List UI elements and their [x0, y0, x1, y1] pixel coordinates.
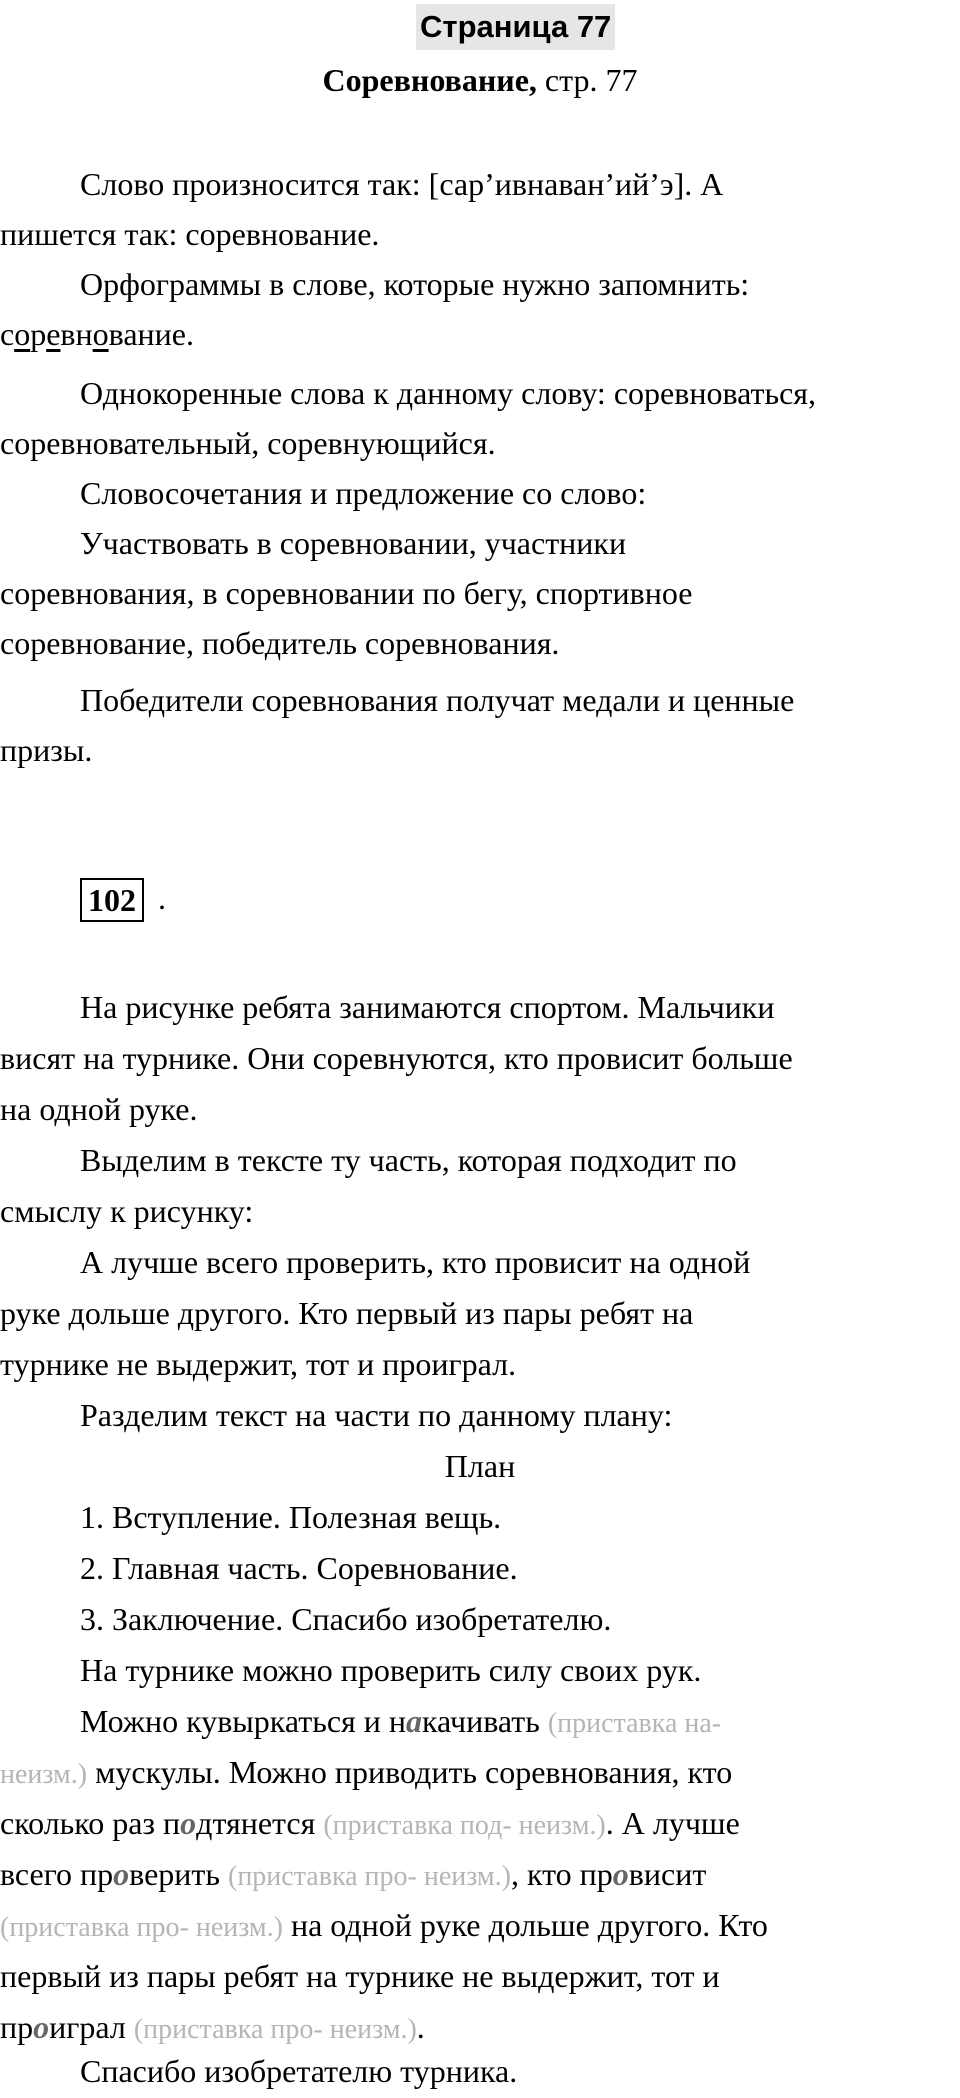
text-line: турнике не выдержит, тот и проиграл. [0, 1346, 517, 1382]
text-segment: пр [0, 2009, 34, 2045]
highlighted-vowel: о [612, 1856, 629, 1892]
text-segment: качивать [421, 1703, 548, 1739]
text-line: Участвовать в соревновании, участники [80, 525, 627, 561]
annotated-line [0, 1696, 960, 1749]
text-line: соревнование, победитель соревнования. [0, 625, 560, 661]
text-segment: Можно кувыркаться и н [80, 1703, 406, 1739]
spelling-word [0, 309, 960, 359]
spelling-underlined-letter: е [46, 316, 61, 352]
text-segment: сколько раз п [0, 1805, 181, 1841]
text-segment: играл [49, 2009, 134, 2045]
annotated-line [0, 1900, 960, 1953]
text-line: на одной руке. [0, 1091, 198, 1127]
text-line: висят на турнике. Они соревнуются, кто провисит больше [0, 1040, 793, 1076]
prefix-note: (приставка про- неизм.) [133, 2014, 417, 2045]
text-line: Орфограммы в слове, которые нужно запомнить: [80, 266, 750, 302]
text-line: Победители соревнования получат медали и ценные [80, 682, 795, 718]
text-line: руке дольше другого. Кто первый из пары ребят на [0, 1295, 694, 1331]
spelling-part: р [30, 316, 47, 352]
text-line: Слово произносится так: [сар’ивнаван’ий’э]. А [80, 166, 724, 202]
prefix-note: (приставка под- неизм.) [323, 1810, 606, 1841]
section-title [0, 56, 960, 104]
text-line: Разделим текст на части по данному плану: [80, 1397, 673, 1433]
spelling-part: с [0, 316, 15, 352]
plan-item: 2. Главная часть. Соревнование. [80, 1550, 518, 1586]
text-line: Словосочетания и предложение со слово: [80, 475, 647, 511]
prefix-note: неизм.) [0, 1759, 88, 1790]
prefix-note: (приставка на- [547, 1708, 722, 1739]
prefix-note: (приставка про- неизм.) [0, 1912, 283, 1943]
text-segment: мускулы. Можно приводить соревнования, кто [87, 1754, 733, 1790]
plan-item: 3. Заключение. Спасибо изобретателю. [80, 1601, 612, 1637]
highlighted-vowel: о [113, 1856, 130, 1892]
highlighted-vowel: о [33, 2009, 50, 2045]
spelling-underlined-letter: о [92, 316, 109, 352]
highlighted-vowel: а [405, 1703, 422, 1739]
text-line: А лучше всего проверить, кто провисит на одной [80, 1244, 751, 1280]
text-line: Выделим в тексте ту часть, которая подходит по [80, 1142, 737, 1178]
task-number-dot: . [158, 880, 166, 916]
text-segment: дтянется [196, 1805, 324, 1841]
text-line: соревновательный, соревнующийся. [0, 425, 496, 461]
task-number-box: 102 [80, 878, 144, 922]
spelling-part: вание. [108, 316, 194, 352]
text-segment: на одной руке дольше другого. Кто [282, 1907, 768, 1943]
text-segment: верить [129, 1856, 228, 1892]
text-line: соревнования, в соревновании по бегу, спортивное [0, 575, 693, 611]
text-line: смыслу к рисунку: [0, 1193, 254, 1229]
section-title-ref: стр. 77 [544, 62, 638, 98]
text-line: первый из пары ребят на турнике не выдержит, тот и [0, 1958, 720, 1994]
annotated-line [0, 1849, 960, 1902]
text-line: пишется так: соревнование. [0, 216, 380, 252]
annotated-line [0, 1798, 960, 1851]
page-number-label: Страница 77 [416, 4, 615, 50]
text-line: На рисунке ребята занимаются спортом. Мальчики [80, 989, 775, 1025]
text-line: Однокоренные слова к данному слову: соревноваться, [80, 375, 817, 411]
prefix-note: (приставка про- неизм.) [228, 1861, 511, 1892]
text-line: Спасибо изобретателю турника. [80, 2053, 518, 2089]
text-line: На турнике можно проверить силу своих рук. [80, 1652, 702, 1688]
text-segment: , кто пр [510, 1856, 613, 1892]
highlighted-vowel: о [180, 1805, 197, 1841]
plan-item: 1. Вступление. Полезная вещь. [80, 1499, 502, 1535]
text-line: призы. [0, 732, 93, 768]
text-segment: всего пр [0, 1856, 114, 1892]
text-segment: . [416, 2009, 425, 2045]
text-segment: . А лучше [605, 1805, 740, 1841]
annotated-line [0, 1747, 960, 1800]
spelling-underlined-letter: о [14, 316, 31, 352]
section-title-word: Соревнование, [322, 62, 537, 98]
plan-title: План [444, 1448, 516, 1484]
spelling-part: вн [60, 316, 93, 352]
text-segment: висит [628, 1856, 707, 1892]
